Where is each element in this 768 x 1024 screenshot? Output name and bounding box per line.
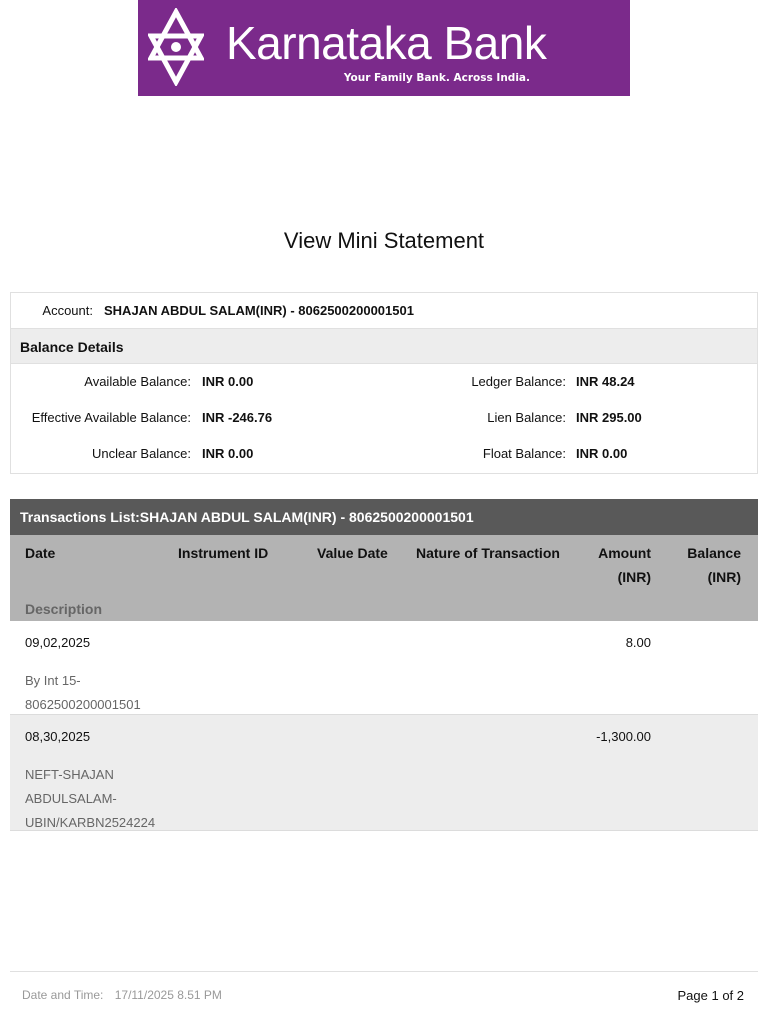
table-row: [10, 621, 758, 714]
row-description: [25, 669, 175, 717]
datetime-label: Date and Time:: [22, 988, 104, 1002]
row-amount: 8.00: [625, 635, 651, 650]
account-row: [11, 293, 757, 327]
table-row: [10, 714, 758, 831]
bank-tagline: Your Family Bank. Across India.: [343, 72, 530, 84]
ledger-balance-label: Ledger Balance:: [471, 374, 566, 389]
effective-balance-value: INR -246.76: [202, 410, 273, 425]
available-balance-label: Available Balance:: [84, 374, 191, 389]
col-nature-of-transaction: Nature of Transaction: [416, 545, 560, 561]
unclear-balance-value: INR 0.00: [202, 446, 254, 461]
bank-logo: [138, 0, 630, 96]
col-description: Description: [25, 601, 103, 617]
col-balance-line1: Balance: [687, 545, 741, 561]
row-description: [25, 763, 175, 835]
transactions-title: Transactions List:SHAJAN ABDUL SALAM(INR) - 8062500200001501: [10, 499, 758, 535]
col-amount: [598, 541, 651, 589]
unclear-balance-label: Unclear Balance:: [92, 446, 191, 461]
page-title: View Mini Statement: [283, 228, 485, 253]
row-description-line: UBIN/KARBN2524224: [25, 815, 156, 830]
account-summary: [10, 292, 758, 474]
account-label: Account:: [42, 303, 93, 318]
ledger-balance-value: INR 48.24: [576, 374, 635, 389]
float-balance-value: INR 0.00: [576, 446, 628, 461]
datetime-value: 17/11/2025 8.51 PM: [114, 988, 222, 1002]
col-amount-line1: Amount: [598, 545, 651, 561]
col-amount-line2: (INR): [617, 569, 651, 585]
page-indicator: Page 1 of 2: [677, 988, 744, 1003]
col-value-date: Value Date: [317, 545, 388, 561]
row-description-line: ABDULSALAM-: [25, 791, 117, 806]
row-description-line: NEFT-SHAJAN: [25, 767, 114, 782]
star-of-david-icon: [148, 8, 204, 86]
footer-divider: [10, 971, 758, 972]
col-balance-line2: (INR): [707, 569, 741, 585]
row-amount: -1,300.00: [596, 729, 651, 744]
row-description-line: By Int 15-: [25, 673, 81, 688]
row-description-line: 8062500200001501: [25, 697, 141, 712]
row-date: 09,02,2025: [25, 635, 91, 650]
account-value: SHAJAN ABDUL SALAM(INR) - 8062500200001501: [104, 303, 414, 318]
footer-datetime: [22, 988, 222, 1002]
row-date: 08,30,2025: [25, 729, 91, 744]
lien-balance-value: INR 295.00: [576, 410, 642, 425]
lien-balance-label: Lien Balance:: [487, 410, 566, 425]
transactions-column-header: [10, 535, 758, 621]
col-balance: [687, 541, 741, 589]
col-date: Date: [25, 545, 56, 561]
effective-balance-label: Effective Available Balance:: [31, 410, 191, 425]
balance-details-title: Balance Details: [20, 339, 124, 355]
col-instrument-id: Instrument ID: [178, 545, 269, 561]
available-balance-value: INR 0.00: [202, 374, 254, 389]
float-balance-label: Float Balance:: [482, 446, 566, 461]
bank-name: Karnataka Bank: [226, 17, 547, 69]
balance-details-header: [11, 328, 757, 364]
